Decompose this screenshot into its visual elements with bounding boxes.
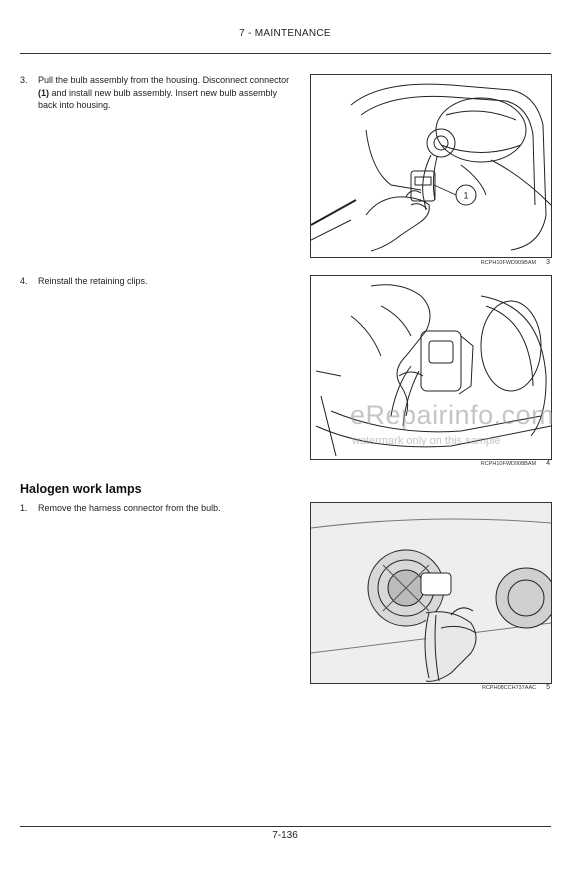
figure-number: 3 (546, 259, 550, 266)
figure-bulb-assembly (310, 74, 552, 258)
step-number: 1. (20, 503, 28, 513)
figure-number: 5 (546, 684, 550, 691)
figure-code: RCPH10FWD909BAM (480, 260, 537, 266)
step-text: Reinstall the retaining clips. (38, 276, 148, 286)
page-header: 7 - MAINTENANCE (239, 28, 331, 39)
section-title: Halogen work lamps (20, 482, 142, 496)
watermark-note: watermark only on this sample (352, 435, 501, 447)
connector-callout-ref: (1) (38, 87, 49, 98)
header-rule (20, 53, 551, 54)
harness-connector-illustration (311, 503, 551, 683)
figure-3-caption (310, 259, 550, 266)
figure-retaining-clips (310, 275, 552, 460)
figure-number: 4 (546, 460, 550, 467)
page-number: 7-136 (272, 830, 298, 841)
retaining-clips-illustration (311, 276, 551, 459)
figure-code: RCPH08CCH737AAC (481, 685, 537, 691)
figure-code: RCPH10FWD908BAM (480, 461, 537, 467)
watermark-site: eRepairinfo.com (350, 400, 555, 430)
figure-5-caption (310, 684, 550, 691)
step-text: Remove the harness connector from the bulb. (38, 503, 221, 513)
figure-harness-connector (310, 502, 552, 684)
step-3 (20, 74, 292, 112)
figure-4-caption (310, 460, 550, 467)
footer-rule (20, 826, 551, 827)
step-number: 3. (20, 75, 28, 85)
section-step-1 (20, 502, 292, 515)
step-number: 4. (20, 276, 28, 286)
step-text: Pull the bulb assembly from the housing. Disconnect connector (1) and install new bulb assembly. Insert new bulb assembly back into housing. (38, 75, 290, 110)
callout-number: 1 (463, 190, 469, 201)
bulb-assembly-illustration (311, 75, 551, 257)
step-4 (20, 275, 292, 288)
